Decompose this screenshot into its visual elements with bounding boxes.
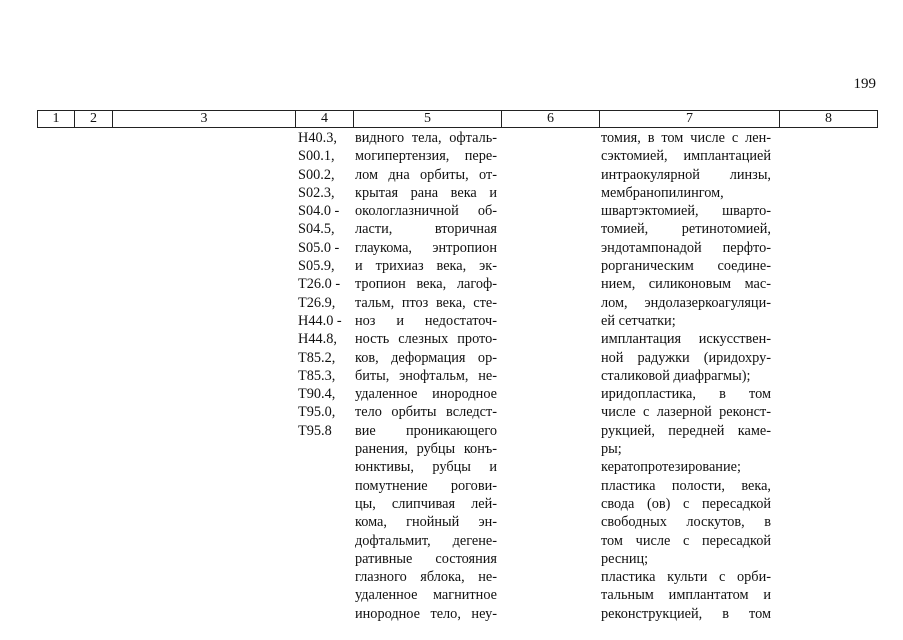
- diagnosis-code: S04.5,: [298, 221, 335, 238]
- diagnosis-code: S00.1,: [298, 148, 335, 165]
- diagnosis-text-line: ков, деформация ор-: [355, 349, 497, 366]
- treatment-method-column: [601, 129, 771, 623]
- diagnosis-text-line: ноз и недостаточ-: [355, 312, 497, 329]
- diagnosis-code: S04.0 -: [298, 203, 340, 220]
- treatment-text-line: нием, силиконовым мас-: [601, 276, 771, 293]
- diagnosis-text-line: удаленное инородное: [355, 386, 497, 403]
- diagnosis-code: T26.9,: [298, 294, 336, 311]
- treatment-text-line: том числе с пересадкой: [601, 532, 771, 549]
- diagnosis-text-line: кома, гнойный эн-: [355, 514, 497, 531]
- diagnosis-text-line: инородное тело, неу-: [355, 605, 497, 622]
- treatment-text-line: ры;: [601, 441, 622, 458]
- diagnosis-text-line: юнктивы, рубцы и: [355, 459, 497, 476]
- diagnosis-codes-column: [298, 129, 350, 440]
- treatment-text-line: лом, эндолазеркоагуляци-: [601, 294, 771, 311]
- treatment-text-line: иридопластика, в том: [601, 386, 771, 403]
- header-cell-7: 7: [600, 111, 780, 128]
- treatment-text-line: тальным имплантатом и: [601, 587, 771, 604]
- header-row: [38, 111, 878, 128]
- treatment-text-line: швартэктомией, шварто-: [601, 203, 771, 220]
- treatment-text-line: ресниц;: [601, 550, 649, 567]
- diagnosis-text-line: ласти, вторичная: [355, 221, 497, 238]
- diagnosis-code: H44.8,: [298, 331, 337, 348]
- diagnosis-code: T26.0 -: [298, 276, 341, 293]
- treatment-text-line: сталиковой диафрагмы);: [601, 367, 751, 384]
- diagnosis-code: S00.2,: [298, 166, 335, 183]
- diagnosis-text-line: крытая рана века и: [355, 184, 497, 201]
- treatment-text-line: томией, ретинотомией,: [601, 221, 771, 238]
- diagnosis-text-line: помутнение рогови-: [355, 477, 497, 494]
- treatment-text-line: сэктомией, имплантацией: [601, 148, 771, 165]
- header-cell-6: 6: [502, 111, 600, 128]
- diagnosis-text-line: цы, слипчивая лей-: [355, 495, 497, 512]
- diagnosis-text-line: и трихиаз века, эк-: [355, 258, 497, 275]
- diagnosis-text-line: глаукома, энтропион: [355, 239, 497, 256]
- treatment-text-line: пластика культи с орби-: [601, 569, 771, 586]
- header-cell-1: 1: [38, 111, 75, 128]
- treatment-text-line: свободных лоскутов, в: [601, 514, 771, 531]
- treatment-text-line: интраокулярной линзы,: [601, 166, 771, 183]
- diagnosis-code: H44.0 -: [298, 312, 342, 329]
- treatment-text-line: ей сетчатки;: [601, 312, 676, 329]
- diagnosis-text-line: лом дна орбиты, от-: [355, 166, 497, 183]
- column-number-header: [37, 110, 878, 128]
- treatment-text-line: ной радужки (иридохру-: [601, 349, 771, 366]
- diagnosis-text-line: ранения, рубцы конъ-: [355, 441, 497, 458]
- treatment-text-line: реконструкцией, в том: [601, 605, 771, 622]
- diagnosis-text-line: окологлазничной об-: [355, 203, 497, 220]
- diagnosis-code: T85.3,: [298, 367, 336, 384]
- diagnosis-text-line: ность слезных прото-: [355, 331, 497, 348]
- diagnosis-text-line: тальм, птоз века, сте-: [355, 294, 497, 311]
- diagnosis-code: T85.2,: [298, 349, 336, 366]
- diagnosis-text-line: биты, энофтальм, не-: [355, 367, 497, 384]
- diagnosis-code: T95.8: [298, 422, 332, 439]
- diagnosis-text-line: глазного яблока, не-: [355, 569, 497, 586]
- treatment-text-line: эндотампонадой перфто-: [601, 239, 771, 256]
- diagnosis-text-line: дофтальмит, дегене-: [355, 532, 497, 549]
- diagnosis-code: S02.3,: [298, 184, 335, 201]
- diagnosis-code: T90.4,: [298, 386, 336, 403]
- page-number: 199: [853, 76, 876, 92]
- diagnosis-text-line: видного тела, офталь-: [355, 130, 497, 146]
- treatment-text-line: кератопротезирование;: [601, 459, 741, 476]
- header-cell-8: 8: [780, 111, 878, 128]
- header-cell-5: 5: [354, 111, 502, 128]
- diagnosis-text-line: ративные состояния: [355, 550, 497, 567]
- diagnosis-code: H40.3,: [298, 130, 337, 146]
- diagnosis-text-line: тело орбиты вследст-: [355, 404, 497, 421]
- treatment-text-line: рорганическим соедине-: [601, 258, 771, 275]
- diagnosis-text-line: тропион века, лагоф-: [355, 276, 497, 293]
- header-cell-4: 4: [296, 111, 354, 128]
- treatment-text-line: числе с лазерной реконст-: [601, 404, 771, 421]
- header-cell-3: 3: [113, 111, 296, 128]
- diagnosis-code: S05.9,: [298, 258, 335, 275]
- diagnosis-text-line: могипертензия, пере-: [355, 148, 497, 165]
- diagnosis-text-line: удаленное магнитное: [355, 587, 497, 604]
- treatment-text-line: пластика полости, века,: [601, 477, 771, 494]
- diagnosis-code: S05.0 -: [298, 239, 340, 256]
- diagnosis-code: T95.0,: [298, 404, 336, 421]
- treatment-text-line: мембранопилингом,: [601, 184, 724, 201]
- treatment-text-line: имплантация искусствен-: [601, 331, 771, 348]
- diagnosis-description-column: [355, 129, 497, 623]
- treatment-text-line: свода (ов) с пересадкой: [601, 495, 771, 512]
- treatment-text-line: рукцией, передней каме-: [601, 422, 771, 439]
- header-cell-2: 2: [75, 111, 113, 128]
- diagnosis-text-line: вие проникающего: [355, 422, 497, 439]
- treatment-text-line: томия, в том числе с лен-: [601, 130, 771, 146]
